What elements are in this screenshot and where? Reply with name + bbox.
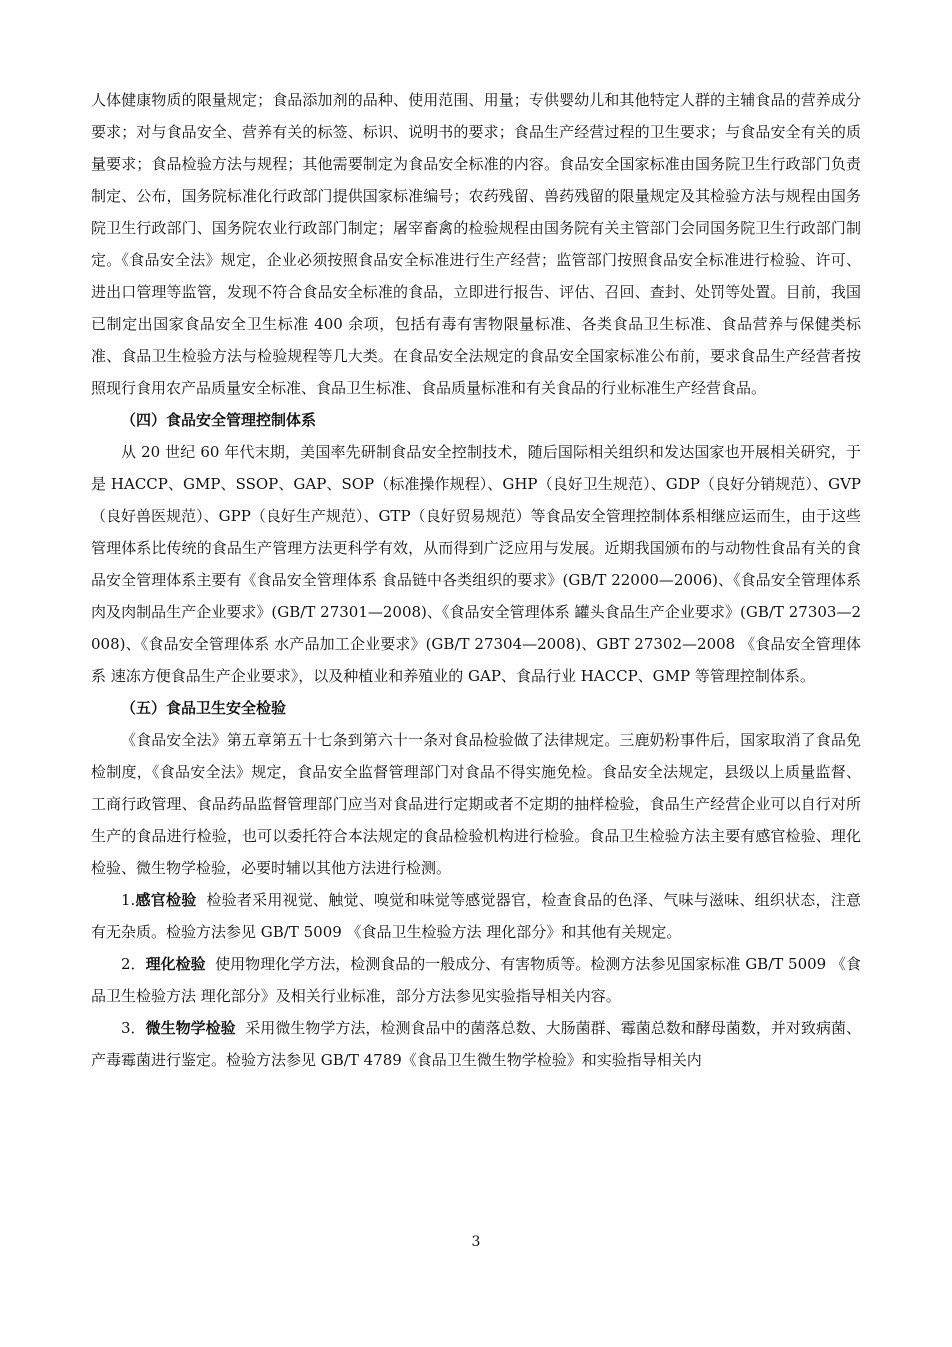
list-item-text: 检验者采用视觉、触觉、嗅觉和味觉等感觉器官，检查食品的色泽、气味与滋味、组织状态，注意有无杂质。检验方法参见 GB/T 5009 《食品卫生检验方法 理化部分》和其他有关规定。 bbox=[91, 891, 861, 941]
list-item-number: 3． bbox=[121, 1019, 146, 1037]
page-number: 3 bbox=[471, 1234, 481, 1250]
paragraph-management-systems: 从 20 世纪 60 年代末期，美国率先研制食品安全控制技术，随后国际相关组织和发达国家也开展相关研究，于是 HACCP、GMP、SSOP、GAP、SOP（标准操作规程）、GHP（良好卫生规范）、GDP（良好分销规范）、GVP（良好兽医规范）、GPP（良好生产规范）、GTP（良好贸易规范）等食品安全管理控制体系相继应运而生，由于这些管理体系比传统的食品生产管理方法更科学有效，从而得到广泛应用与发展。近期我国颁布的与动物性食品有关的食品安全管理体系主要有《食品安全管理体系 食品链中各类组织的要求》(GB/T 22000—2006)、《食品安全管理体系 肉及肉制品生产企业要求》(GB/T 27301—2008)、《食品安全管理体系 罐头食品生产企业要求》(GB/T 27303—2008)、《食品安全管理体系 水产品加工企业要求》(GB/T 27304—2008)、GBT 27302—2008 《食品安全管理体系 速冻方便食品生产企业要求》，以及种植业和养殖业的 GAP、食品行业 HACCP、GMP 等管理控制体系。 bbox=[91, 443, 861, 685]
list-item-term: 理化检验 bbox=[145, 955, 206, 973]
list-item-term: 感官检验 bbox=[135, 891, 197, 909]
section-heading-5: （五）食品卫生安全检验 bbox=[121, 699, 287, 717]
list-item-text: 采用微生物学方法，检测食品中的菌落总数、大肠菌群、霉菌总数和酵母菌数，并对致病菌、产毒霉菌进行鉴定。检验方法参见 GB/T 4789《食品卫生微生物学检验》和实验指导相关内 bbox=[91, 1019, 861, 1069]
paragraph-standards: 人体健康物质的限量规定；食品添加剂的品种、使用范围、用量；专供婴幼儿和其他特定人群的主辅食品的营养成分要求；对与食品安全、营养有关的标签、标识、说明书的要求；食品生产经营过程的卫生要求；与食品安全有关的质量要求；食品检验方法与规程；其他需要制定为食品安全标准的内容。食品安全国家标准由国务院卫生行政部门负责制定、公布，国务院标准化行政部门提供国家标准编号；农药残留、兽药残留的限量规定及其检验方法与规程由国务院卫生行政部门、国务院农业行政部门制定；屠宰畜禽的检验规程由国务院有关主管部门会同国务院卫生行政部门制定。《食品安全法》规定，企业必须按照食品安全标准进行生产经营；监管部门按照食品安全标准进行检验、许可、进出口管理等监管，发现不符合食品安全标准的食品，立即进行报告、评估、召回、查封、处罚等处置。目前，我国已制定出国家食品安全卫生标准 400 余项，包括有毒有害物限量标准、各类食品卫生标准、食品营养与保健类标准、食品卫生检验方法与检验规程等几大类。在食品安全法规定的食品安全国家标准公布前，要求食品生产经营者按照现行食用农产品质量安全标准、食品卫生标准、食品质量标准和有关食品的行业标准生产经营食品。 bbox=[91, 91, 861, 397]
paragraph-inspection: 《食品安全法》第五章第五十七条到第六十一条对食品检验做了法律规定。三鹿奶粉事件后，国家取消了食品免检制度，《食品安全法》规定，食品安全监督管理部门对食品不得实施免检。食品安全法规定，县级以上质量监督、工商行政管理、食品药品监督管理部门应当对食品进行定期或者不定期的抽样检验，食品生产经营企业可以自行对所生产的食品进行检验，也可以委托符合本法规定的食品检验机构进行检验。食品卫生检验方法主要有感官检验、理化检验、微生物学检验，必要时辅以其他方法进行检测。 bbox=[91, 731, 861, 877]
page-body bbox=[91, 84, 861, 1076]
list-item-sensory bbox=[91, 884, 861, 948]
list-item-microbiological bbox=[91, 1012, 861, 1076]
list-item-number: 1. bbox=[121, 891, 136, 909]
section-heading-4: （四）食品安全管理控制体系 bbox=[121, 411, 317, 429]
list-item-text: 使用物理化学方法，检测食品的一般成分、有害物质等。检测方法参见国家标准 GB/T 5009 《食品卫生检验方法 理化部分》及相关行业标准，部分方法参见实验指导相关内容。 bbox=[91, 955, 861, 1005]
list-item-number: 2． bbox=[121, 955, 146, 973]
list-item-physicochemical bbox=[91, 948, 861, 1012]
list-item-term: 微生物学检验 bbox=[145, 1019, 236, 1037]
